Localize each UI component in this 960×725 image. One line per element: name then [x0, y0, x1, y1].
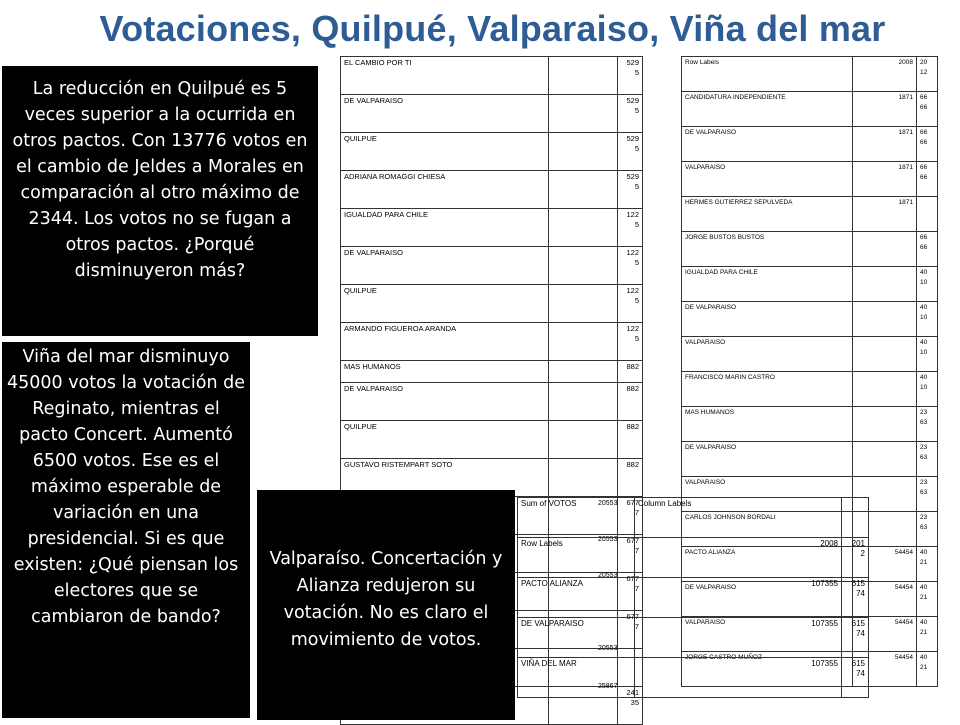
value-2012: 66 66 — [917, 162, 938, 197]
row-label: HERMES GUTIERREZ SEPULVEDA — [682, 197, 853, 232]
row-value: 529 5 — [618, 95, 643, 133]
empty-cell — [549, 459, 618, 497]
value-2008: 107355 — [635, 658, 842, 698]
row-label: PACTO ALIANZA — [682, 547, 853, 582]
table-row — [518, 658, 869, 698]
value-2012: 615 74 — [842, 658, 869, 698]
table-row — [682, 337, 938, 372]
row-label: DE VALPARAISO — [518, 618, 635, 658]
row-labels-label: Row Labels — [518, 538, 635, 578]
valparaiso-note: Valparaíso. Concertación y Alianza redujeron su votación. No es claro el movimiento de votos. — [257, 490, 515, 720]
value-2012: 615 74 — [842, 578, 869, 618]
value-2012: 66 66 — [917, 92, 938, 127]
table-row — [341, 323, 643, 361]
value-2012: 40 21 — [917, 652, 938, 687]
value-2008 — [853, 302, 917, 337]
row-value: 882 — [618, 421, 643, 459]
row-label: FRANCISCO MARIN CASTRO — [682, 372, 853, 407]
row-label: VALPARAISO — [682, 162, 853, 197]
table-row — [682, 302, 938, 337]
row-value: 677 7 — [618, 611, 643, 649]
table-row — [682, 92, 938, 127]
row-label: DE VALPARAISO — [341, 95, 549, 133]
empty-cell — [549, 209, 618, 247]
row-value: 677 7 — [618, 535, 643, 573]
value-2008: 107355 — [635, 578, 842, 618]
row-label: VALPARAISO — [682, 617, 853, 652]
value-2012: 40 10 — [917, 337, 938, 372]
table-row — [341, 247, 643, 285]
value-2008: 1871 — [853, 92, 917, 127]
table-row — [682, 162, 938, 197]
empty-cell — [549, 421, 618, 459]
vina-note: Viña del mar disminuyo 45000 votos la votación de Reginato, mientras el pacto Concert. Aumentó 6500 votos. Ese es el máximo esperable de variación en una presidencial. Si es que existen: ¿Qué piensan los electores que se cambiaron de bando? — [2, 342, 250, 718]
row-label: DE VALPARAISO — [682, 442, 853, 477]
row-label: EL CAMBIO POR TI — [341, 57, 549, 95]
overlap-value: 20553 — [598, 500, 618, 507]
row-label: IGUALDAD PARA CHILE — [682, 267, 853, 302]
table-row — [341, 361, 643, 383]
row-value: 677 7 — [618, 573, 643, 611]
value-2012: 66 66 — [917, 127, 938, 162]
row-value: 882 — [618, 361, 643, 383]
value-2012: 40 10 — [917, 302, 938, 337]
row-value: 241 35 — [618, 687, 643, 725]
empty-cell — [549, 323, 618, 361]
row-label: QUILPUE — [341, 133, 549, 171]
row-label: ADRIANA ROMAGGI CHIESA — [341, 171, 549, 209]
row-label: DE VALPARAISO — [682, 302, 853, 337]
row-label: VALPARAISO — [682, 337, 853, 372]
year-2008-header: 2008 — [635, 538, 842, 578]
empty-cell — [549, 361, 618, 383]
row-label: DE VALPARAISO — [682, 127, 853, 162]
table-row — [341, 133, 643, 171]
value-2008 — [853, 337, 917, 372]
row-value: 529 5 — [618, 57, 643, 95]
value-2008: 54454 — [853, 582, 917, 617]
row-value: 122 5 — [618, 323, 643, 361]
value-2008 — [853, 232, 917, 267]
value-2012: 40 10 — [917, 372, 938, 407]
table-row — [341, 95, 643, 133]
value-2008 — [853, 407, 917, 442]
empty-cell — [549, 95, 618, 133]
row-value: 882 — [618, 383, 643, 421]
row-value: 882 — [618, 459, 643, 497]
row-label: QUILPUE — [341, 421, 549, 459]
value-2008: 1871 — [853, 127, 917, 162]
table-row — [682, 127, 938, 162]
value-2008: 54454 — [853, 617, 917, 652]
value-2008: 107355 — [635, 618, 842, 658]
year-2012-header: 201 2 — [842, 538, 869, 578]
empty-cell — [549, 285, 618, 323]
overlap-value: 20553 — [598, 572, 618, 579]
table-row — [341, 285, 643, 323]
value-2008 — [853, 267, 917, 302]
value-2012: 40 21 — [917, 547, 938, 582]
row-label: JORGE CASTRO MUÑOZ — [682, 652, 853, 687]
row-label: VALPARAISO — [682, 477, 853, 512]
row-label: MAS HUMANOS — [341, 361, 549, 383]
table-row — [341, 57, 643, 95]
empty-cell — [842, 498, 869, 538]
row-label: DE VALPARAISO — [682, 582, 853, 617]
vina-pivot-table — [517, 497, 869, 698]
value-2012: 40 21 — [917, 617, 938, 652]
row-label: VIÑA DEL MAR — [518, 658, 635, 698]
value-2012: 40 10 — [917, 267, 938, 302]
empty-cell — [549, 247, 618, 285]
empty-cell — [549, 383, 618, 421]
row-value: 122 5 — [618, 247, 643, 285]
quilpue-note: La reducción en Quilpué es 5 veces superior a la ocurrida en otros pactos. Con 13776 votos en el cambio de Jeldes a Morales en comparación al otro máximo de 2344. Los votos no se fugan a otros pactos. ¿Porqué disminuyeron más? — [2, 66, 318, 336]
row-label: JORGE BUSTOS BUSTOS — [682, 232, 853, 267]
value-2012: 66 66 — [917, 232, 938, 267]
row-value: 529 5 — [618, 171, 643, 209]
value-2008 — [853, 372, 917, 407]
table-row — [682, 197, 938, 232]
table-row — [341, 209, 643, 247]
table-row — [682, 57, 938, 92]
table-row — [341, 383, 643, 421]
table-row — [682, 267, 938, 302]
row-value: 122 5 — [618, 285, 643, 323]
value-2012: 20 12 — [917, 57, 938, 92]
table-row — [518, 538, 869, 578]
value-2012: 40 21 — [917, 582, 938, 617]
value-2012: 23 63 — [917, 477, 938, 512]
value-2008: 1871 — [853, 197, 917, 232]
value-2012: 23 63 — [917, 512, 938, 547]
value-2012: 23 63 — [917, 442, 938, 477]
table-row — [341, 171, 643, 209]
value-2008 — [853, 442, 917, 477]
table-row — [518, 618, 869, 658]
empty-cell — [549, 171, 618, 209]
empty-cell — [549, 57, 618, 95]
row-label: CARLOS JOHNSON BORDALI — [682, 512, 853, 547]
table-row — [518, 578, 869, 618]
row-label: PACTO ALIANZA — [518, 578, 635, 618]
table-row — [341, 421, 643, 459]
value-2008: 1871 — [853, 162, 917, 197]
overlap-value: 20553 — [598, 536, 618, 543]
value-2008: 54454 — [853, 652, 917, 687]
value-2012 — [917, 197, 938, 232]
table-row — [682, 407, 938, 442]
overlap-value: 20553 — [598, 645, 618, 652]
value-2012: 615 74 — [842, 618, 869, 658]
overlap-value: 25867 — [598, 683, 618, 690]
column-labels-label: Column Labels — [635, 498, 842, 538]
table-row — [682, 232, 938, 267]
table-row — [682, 372, 938, 407]
row-label: GUSTAVO RISTEMPART SOTO — [341, 459, 549, 497]
row-label: CANDIDATURA INDEPENDIENTE — [682, 92, 853, 127]
table-row — [682, 442, 938, 477]
empty-cell — [549, 133, 618, 171]
row-label: MAS HUMANOS — [682, 407, 853, 442]
row-label: QUILPUE — [341, 285, 549, 323]
row-label: Row Labels — [682, 57, 853, 92]
slide-title: Votaciones, Quilpué, Valparaiso, Viña del mar — [99, 8, 886, 49]
row-label: ARMANDO FIGUEROA ARANDA — [341, 323, 549, 361]
row-value: 529 5 — [618, 133, 643, 171]
row-value: 122 5 — [618, 209, 643, 247]
row-label: DE VALPARAISO — [341, 247, 549, 285]
sum-of-votos-label: Sum of VOTOS — [518, 498, 635, 538]
value-2008: 2008 — [853, 57, 917, 92]
row-value: 677 7 — [618, 497, 643, 535]
value-2012: 23 63 — [917, 407, 938, 442]
table-row — [518, 498, 869, 538]
row-label: IGUALDAD PARA CHILE — [341, 209, 549, 247]
row-label: DE VALPARAISO — [341, 383, 549, 421]
value-2008: 54454 — [853, 547, 917, 582]
